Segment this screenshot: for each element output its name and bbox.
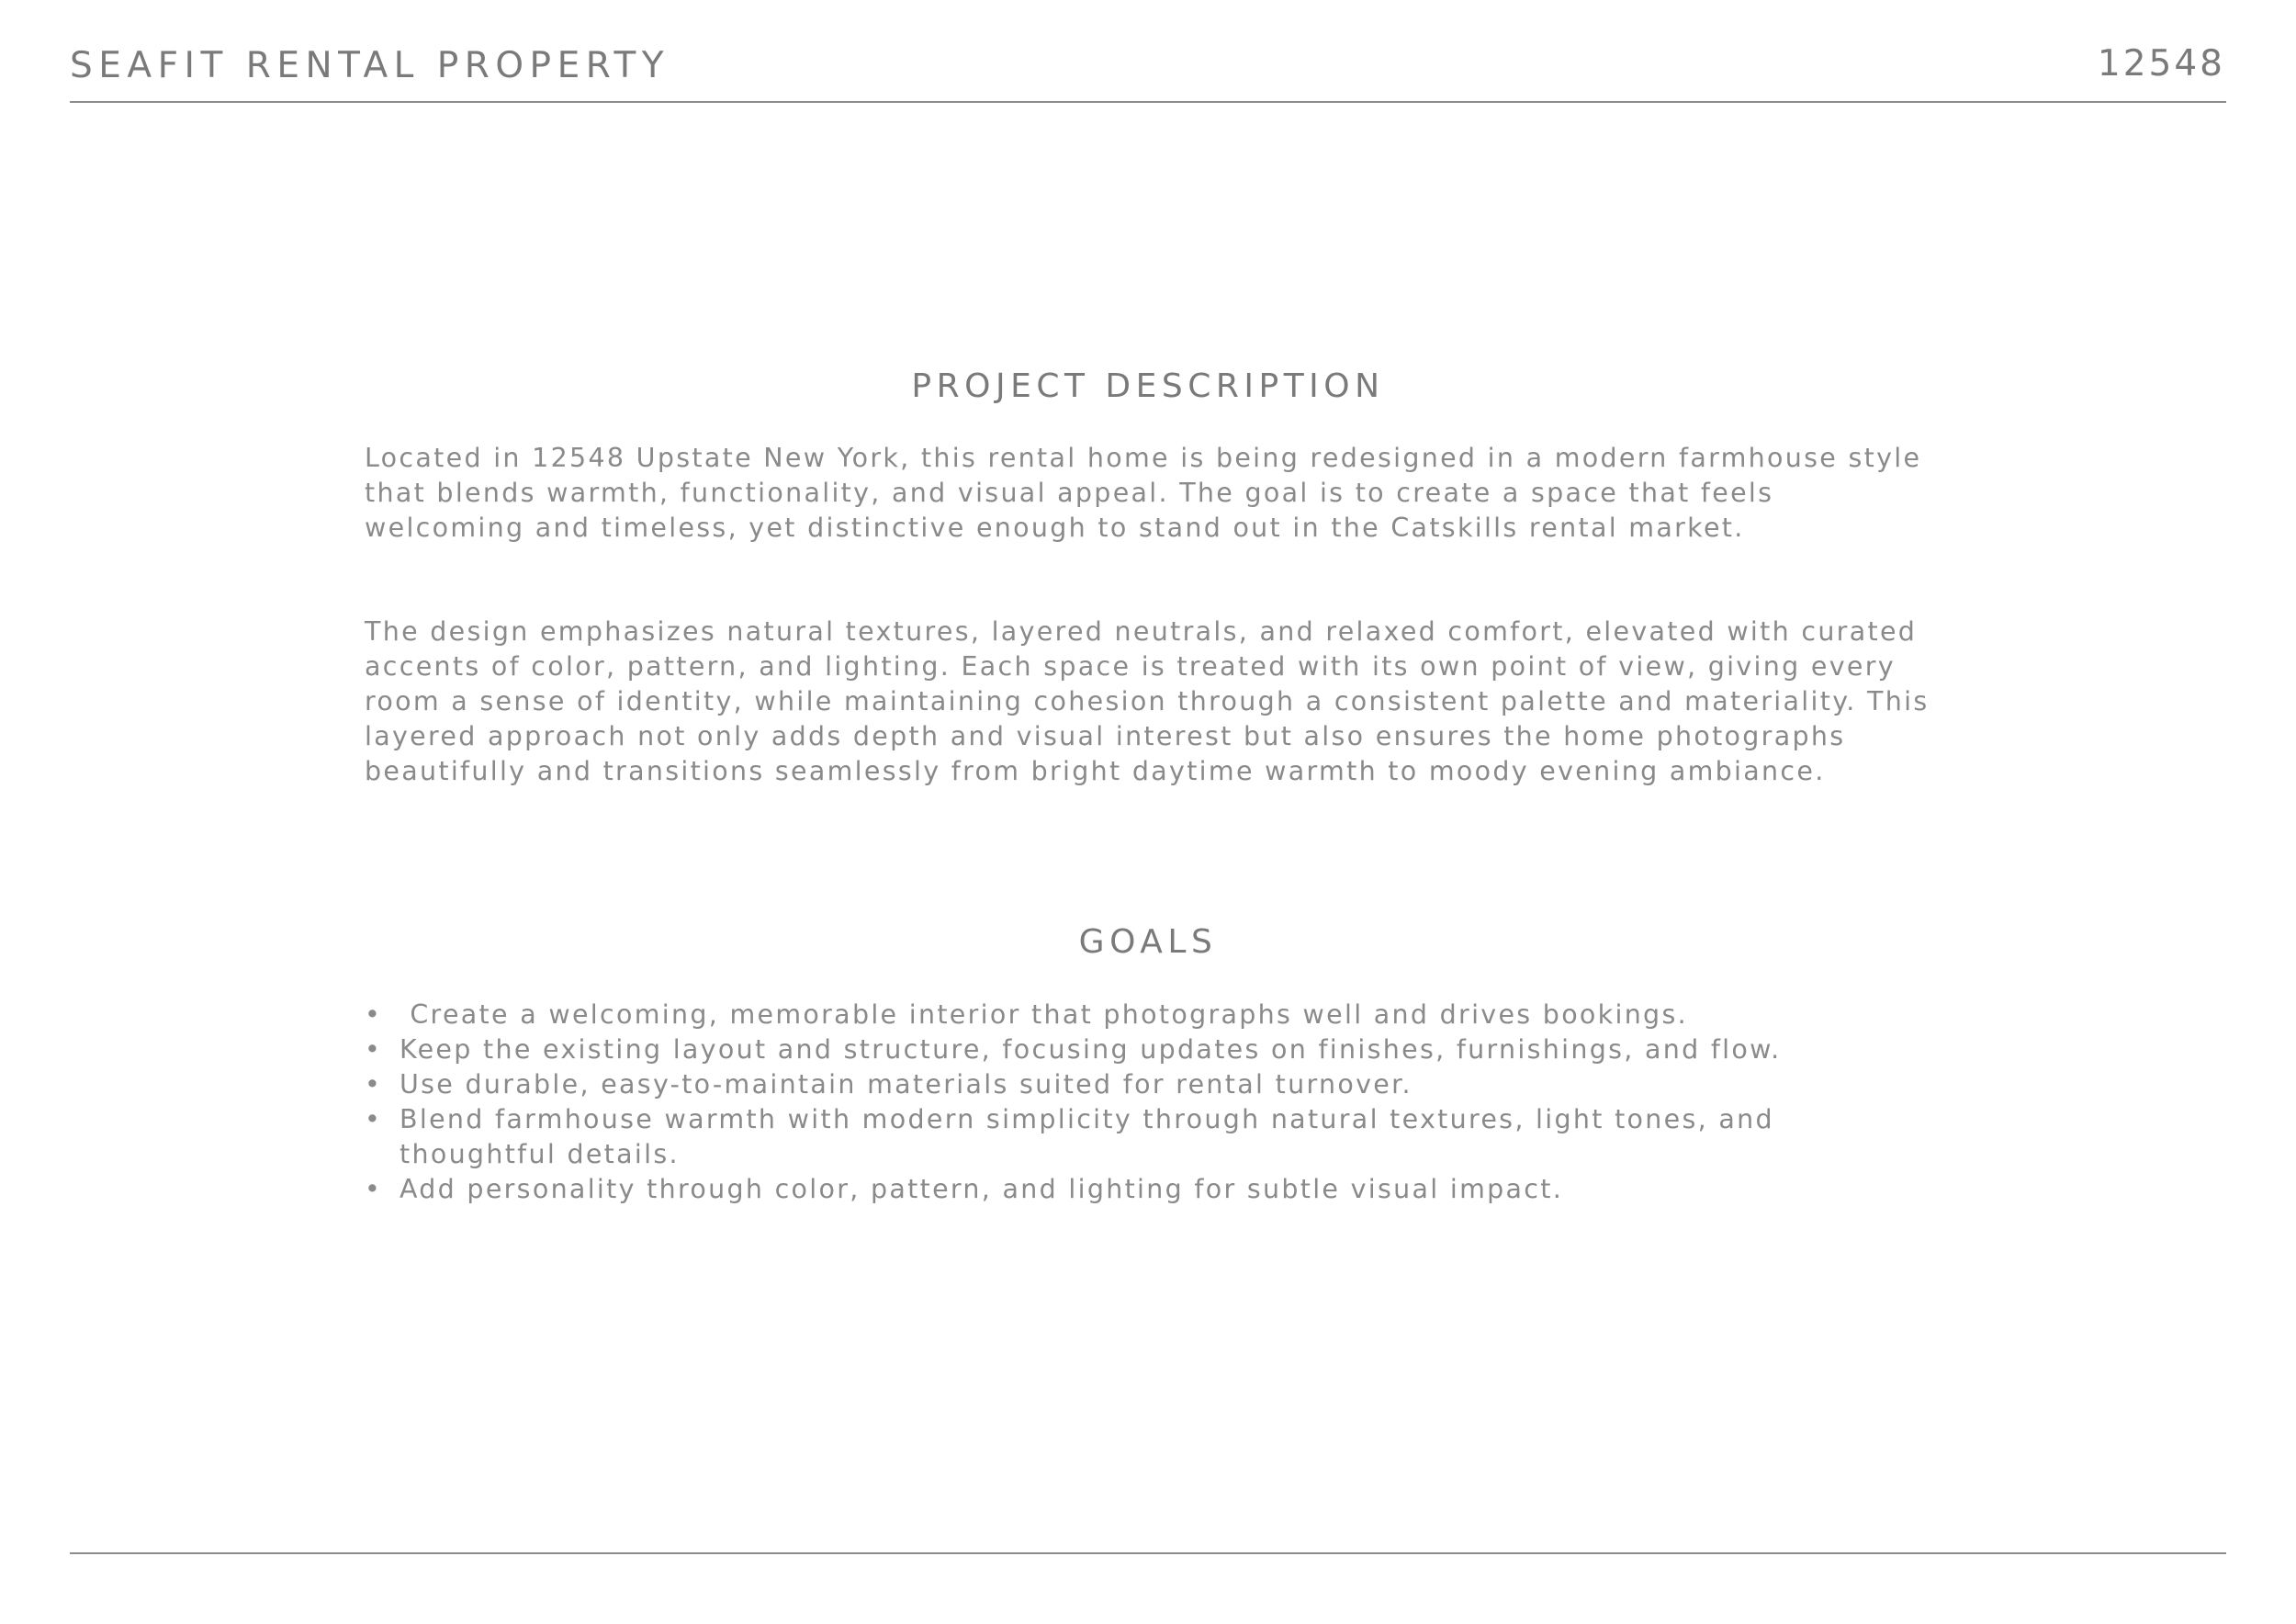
footer-divider: [70, 1552, 2226, 1554]
bullet-icon: •: [365, 1174, 383, 1204]
goal-item: [365, 998, 1931, 1032]
goal-text: Add personality through color, pattern, and lighting for subtle visual impact.: [400, 1174, 1564, 1204]
document-code: 12548: [2097, 43, 2225, 85]
description-paragraph-2: The design emphasizes natural textures, layered neutrals, and relaxed comfort, elevated with curated accents of color, pattern, and lighting. Each space is treated with its own point of view, giving every room a sense of identity, while maintaining cohesion through a consistent palette and materiality. This layered approach not only adds depth and visual interest but also ensures the home photographs beautifully and transitions seamlessly from bright daytime warmth to moody evening ambiance.: [365, 616, 1930, 786]
document-title: SEAFIT RENTAL PROPERTY: [70, 45, 670, 86]
goals-heading: GOALS: [1078, 923, 1218, 961]
goal-item: [365, 1102, 1931, 1172]
bullet-icon: •: [365, 1069, 383, 1100]
bullet-icon: •: [365, 1104, 383, 1134]
goal-item: [365, 1067, 1931, 1102]
goal-item: [365, 1172, 1931, 1207]
header-divider: [70, 101, 2226, 103]
goal-text: Blend farmhouse warmth with modern simplicity through natural textures, light tones, and thoughtful details.: [400, 1104, 1774, 1169]
project-description-heading: PROJECT DESCRIPTION: [911, 367, 1385, 405]
goal-text: Create a welcoming, memorable interior that photographs well and drives bookings.: [400, 999, 1688, 1030]
goals-list: [365, 998, 1931, 1207]
goal-text: Keep the existing layout and structure, focusing updates on finishes, furnishings, and flow.: [400, 1034, 1782, 1065]
bullet-icon: •: [365, 1034, 383, 1065]
description-paragraph-1: Located in 12548 Upstate New York, this rental home is being redesigned in a modern farmhouse style that blends warmth, functionality, and visual appeal. The goal is to create a space that feels welcoming and timeless, yet distinctive enough to stand out in the Catskills rental market.: [365, 443, 1922, 543]
bullet-icon: •: [365, 999, 383, 1030]
goal-text: Use durable, easy-to-maintain materials suited for rental turnover.: [400, 1069, 1412, 1100]
goal-item: [365, 1032, 1931, 1067]
